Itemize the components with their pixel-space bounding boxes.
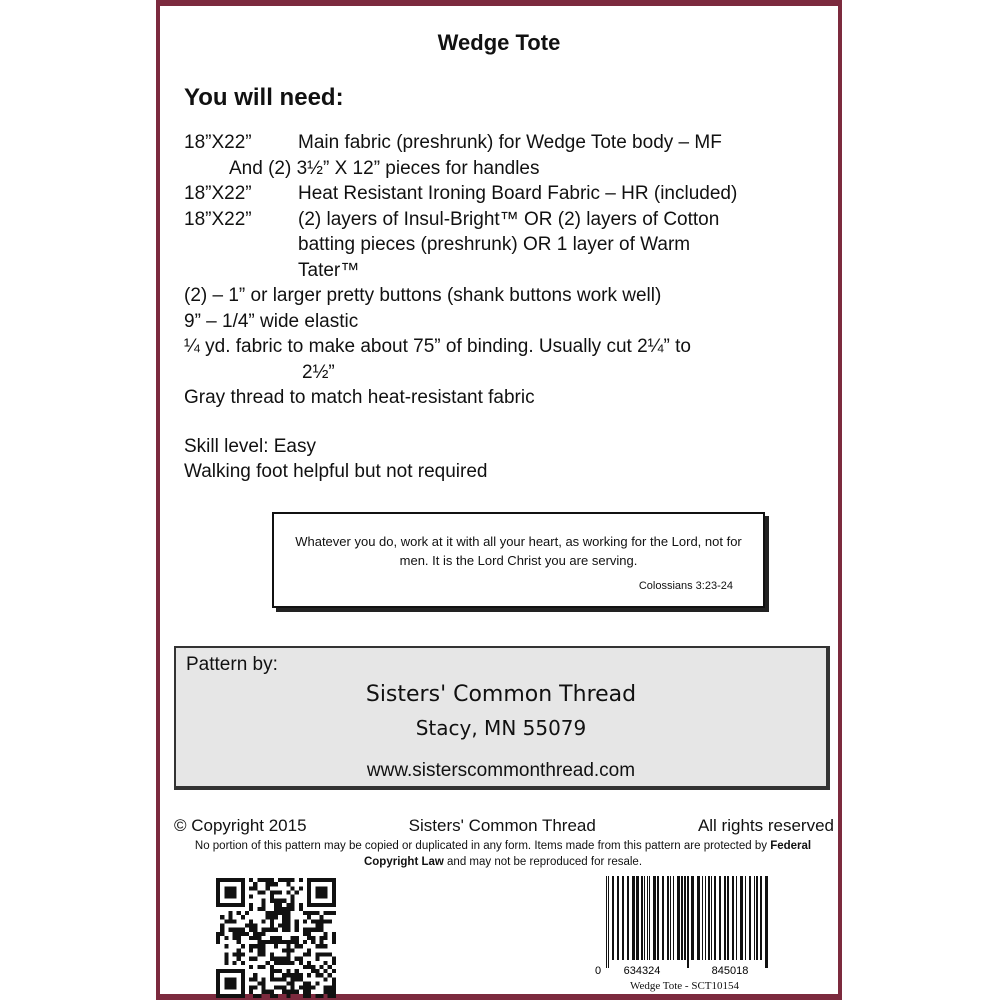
fine-print-text: and may not be reproduced for resale. bbox=[443, 856, 643, 868]
needs-heading: You will need: bbox=[184, 84, 344, 111]
material-text: And (2) 3½” X 12” pieces for handles bbox=[229, 157, 540, 179]
skill-level: Skill level: Easy bbox=[184, 436, 316, 457]
company-city: Stacy, MN 55079 bbox=[415, 716, 587, 740]
fine-print-law: Federal Copyright Law bbox=[363, 840, 812, 868]
barcode-right-digits: 845018 bbox=[711, 965, 749, 977]
material-text: 2½” bbox=[302, 361, 335, 383]
barcode-bar bbox=[719, 876, 721, 960]
barcode-left-digits: 634324 bbox=[623, 965, 661, 977]
verse-text: Whatever you do, work at it with all your heart, as working for the Lord, not for men. It is the Lord Christ you are serving. bbox=[295, 534, 742, 568]
barcode-bar bbox=[749, 876, 751, 960]
barcode-bar bbox=[760, 876, 762, 960]
material-dimension: 18”X22” bbox=[184, 183, 252, 204]
barcode-bar bbox=[677, 876, 680, 960]
material-text: Main fabric (preshrunk) for Wedge Tote body – MF bbox=[298, 132, 722, 153]
barcode-bar bbox=[684, 876, 686, 960]
page-title: Wedge Tote bbox=[437, 30, 561, 55]
copyright-company: Sisters' Common Thread bbox=[408, 816, 596, 835]
qr-modules bbox=[216, 878, 336, 998]
barcode-bar bbox=[724, 876, 726, 960]
barcode-bar bbox=[714, 876, 716, 960]
barcode-bar bbox=[702, 876, 703, 960]
barcode-bar bbox=[612, 876, 614, 960]
barcode-bar bbox=[636, 876, 639, 960]
barcode-bar bbox=[705, 876, 706, 960]
material-text: (2) layers of Insul-Bright™ OR (2) layers of Cotton bbox=[298, 208, 720, 230]
pattern-back-cover bbox=[156, 0, 842, 1000]
list-item: (2) – 1” or larger pretty buttons (shank buttons work well) bbox=[184, 285, 662, 306]
walking-foot-note: Walking foot helpful but not required bbox=[184, 461, 488, 482]
material-text: batting pieces (preshrunk) OR 1 layer of Warm bbox=[298, 234, 691, 255]
barcode-lead-digit: 0 bbox=[595, 965, 602, 977]
website-link[interactable]: www.sisterscommonthread.com bbox=[366, 760, 636, 781]
barcode-bar bbox=[673, 876, 674, 960]
materials-list bbox=[184, 130, 834, 411]
barcode-bar bbox=[691, 876, 694, 960]
barcode-bar bbox=[632, 876, 635, 960]
barcode-bar bbox=[765, 876, 768, 968]
barcode-bar bbox=[727, 876, 729, 960]
barcode-bar bbox=[667, 876, 669, 960]
verse-box bbox=[272, 512, 765, 608]
barcode-bar bbox=[627, 876, 629, 960]
copyright-fine-print bbox=[172, 838, 834, 870]
barcode-icon bbox=[592, 872, 777, 978]
barcode-caption: Wedge Tote - SCT10154 bbox=[629, 980, 740, 992]
barcode-bar bbox=[657, 876, 659, 960]
verse-reference: Colossians 3:23-24 bbox=[638, 580, 733, 592]
barcode-bar bbox=[687, 876, 689, 968]
list-item bbox=[184, 130, 834, 156]
barcode-bar bbox=[653, 876, 656, 960]
qr-code-icon bbox=[216, 878, 336, 998]
barcode-bar bbox=[608, 876, 609, 968]
barcode-bar bbox=[756, 876, 758, 960]
barcode-bar bbox=[641, 876, 643, 960]
barcode-bar bbox=[681, 876, 683, 960]
barcode-bar bbox=[622, 876, 624, 960]
list-item bbox=[184, 181, 834, 207]
barcode-bar bbox=[670, 876, 671, 960]
fine-print-text: No portion of this pattern may be copied or duplicated in any form. Items made from this pattern are protected by bbox=[194, 840, 771, 852]
rights-reserved: All rights reserved bbox=[697, 816, 834, 835]
list-item: ¼ yd. fabric to make about 75” of binding. Usually cut 2¼” to bbox=[184, 336, 691, 357]
material-text: Tater™ bbox=[298, 259, 360, 281]
copyright-notice: © Copyright 2015 bbox=[174, 816, 307, 835]
list-item: Gray thread to match heat-resistant fabric bbox=[184, 387, 535, 408]
barcode-bar bbox=[732, 876, 734, 960]
material-dimension: 18”X22” bbox=[184, 208, 252, 230]
barcode-bar bbox=[740, 876, 743, 960]
barcode-bar bbox=[662, 876, 664, 960]
barcode-bar bbox=[697, 876, 700, 960]
barcode-bar bbox=[617, 876, 619, 960]
material-text: Heat Resistant Ironing Board Fabric – HR (included) bbox=[298, 183, 738, 204]
barcode-bar bbox=[649, 876, 650, 960]
barcode-bar bbox=[745, 876, 746, 960]
barcode-bar bbox=[606, 876, 607, 968]
pattern-by-label: Pattern by: bbox=[186, 654, 278, 675]
material-dimension: 18”X22” bbox=[184, 132, 252, 153]
barcode-bar bbox=[708, 876, 710, 960]
skill-info bbox=[184, 434, 487, 484]
list-item bbox=[184, 207, 834, 233]
barcode-bar bbox=[647, 876, 648, 960]
barcode-bar bbox=[736, 876, 737, 960]
barcode-bar bbox=[644, 876, 645, 960]
company-name: Sisters' Common Thread bbox=[365, 682, 637, 707]
copyright-line bbox=[174, 816, 834, 836]
barcode-bar bbox=[754, 876, 755, 960]
pattern-by-box bbox=[174, 646, 830, 790]
barcode-bar bbox=[711, 876, 712, 960]
list-item: 9” – 1/4” wide elastic bbox=[184, 310, 359, 332]
